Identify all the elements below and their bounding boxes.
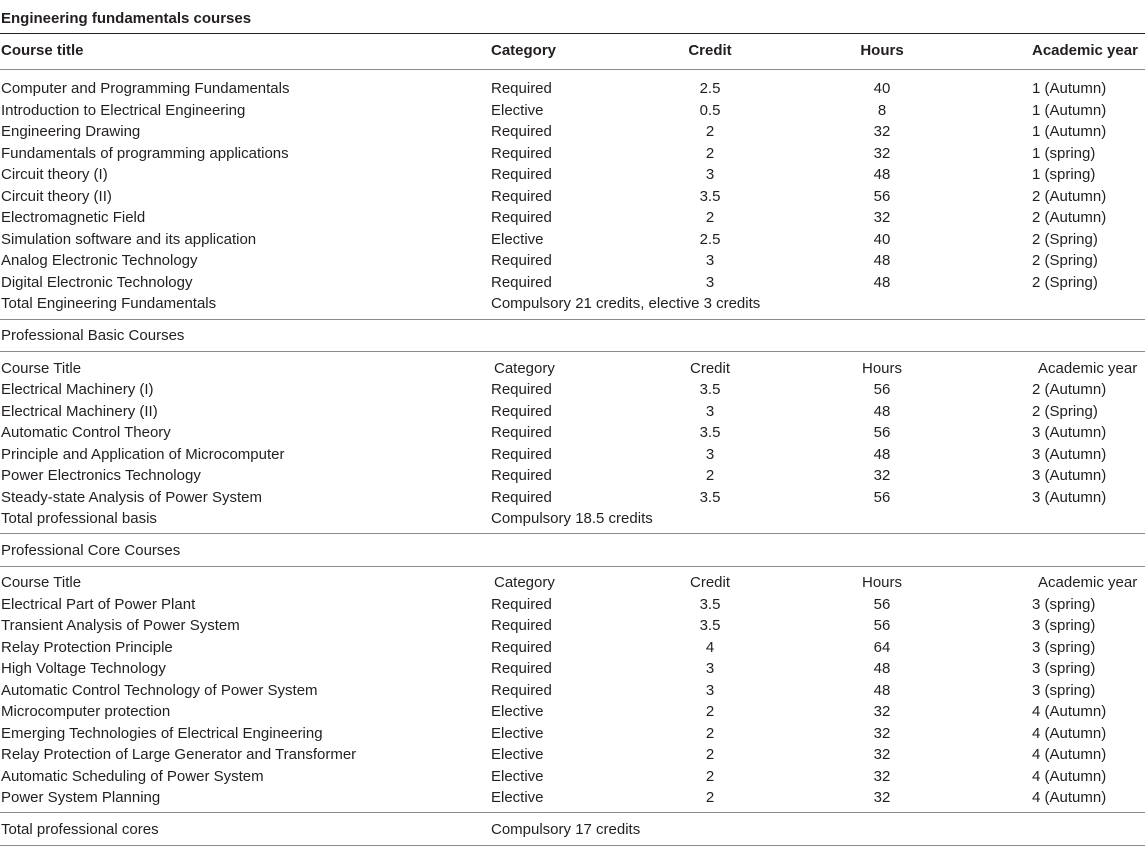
category-cell: Required	[491, 381, 552, 398]
hours-cell: 56	[873, 381, 891, 398]
core-header-category: Category	[494, 574, 555, 591]
course-title-cell: Engineering Drawing	[1, 123, 141, 140]
course-title-cell: Circuit theory (II)	[1, 187, 112, 205]
academic-year-cell: 3 (Autumn)	[1032, 488, 1107, 506]
academic-year-cell: 3 (spring)	[1032, 595, 1096, 613]
academic-year-cell: 1 (spring)	[1032, 144, 1096, 162]
course-title-cell: Fundamentals of programming applications	[1, 144, 289, 162]
table-row	[0, 701, 1145, 722]
course-title-cell: Analog Electronic Technology	[1, 252, 198, 269]
credit-cell: 3.5	[699, 381, 721, 398]
hours-cell: 32	[873, 789, 891, 806]
academic-year-cell: 3 (Autumn)	[1032, 445, 1107, 463]
hours-cell: 32	[873, 703, 891, 720]
credit-cell: 0.5	[699, 101, 721, 119]
table-row	[0, 78, 1145, 99]
basic-total-row	[0, 508, 1145, 529]
course-title-cell: Steady-state Analysis of Power System	[1, 488, 262, 506]
hours-cell: 32	[873, 144, 891, 162]
course-title-cell: Principle and Application of Microcomputer	[1, 445, 285, 463]
category-cell: Elective	[491, 703, 544, 720]
table-row	[0, 680, 1145, 701]
table-row	[0, 487, 1145, 508]
core-header-hours: Hours	[861, 574, 903, 591]
hours-cell: 48	[873, 402, 891, 420]
academic-year-cell: 2 (Spring)	[1032, 402, 1098, 420]
category-cell: Required	[491, 273, 552, 291]
course-title-cell: Power System Planning	[1, 789, 161, 806]
table-row	[0, 744, 1145, 765]
course-title-cell: Introduction to Electrical Engineering	[1, 101, 246, 119]
course-title-cell: Power Electronics Technology	[1, 467, 201, 484]
category-cell: Required	[491, 617, 552, 634]
header-rule	[0, 69, 1145, 70]
category-cell: Required	[491, 209, 552, 226]
hours-cell: 32	[873, 123, 891, 140]
category-cell: Required	[491, 467, 552, 484]
category-cell: Required	[491, 80, 552, 97]
table-row	[0, 594, 1145, 615]
table-row	[0, 143, 1145, 164]
table-row	[0, 401, 1145, 422]
credit-cell: 4	[705, 638, 715, 656]
core-total-row	[0, 819, 1145, 840]
academic-year-cell: 3 (spring)	[1032, 681, 1096, 699]
table-caption: Engineering fundamentals courses	[1, 10, 252, 27]
category-cell: Required	[491, 144, 552, 162]
credit-cell: 2	[705, 703, 715, 720]
hours-cell: 32	[873, 209, 891, 226]
table-row	[0, 100, 1145, 121]
hours-cell: 48	[873, 252, 891, 269]
academic-year-cell: 3 (spring)	[1032, 660, 1096, 677]
table-row	[0, 465, 1145, 486]
core-rows-rule	[0, 812, 1145, 813]
basic-section-title: Professional Basic Courses	[1, 327, 185, 344]
academic-year-cell: 2 (Spring)	[1032, 252, 1098, 269]
credit-cell: 3.5	[699, 595, 721, 613]
category-cell: Required	[491, 424, 552, 441]
hours-cell: 48	[873, 681, 891, 699]
credit-cell: 3.5	[699, 187, 721, 205]
category-cell: Required	[491, 488, 552, 506]
credit-cell: 3	[705, 681, 715, 699]
category-cell: Elective	[491, 789, 544, 806]
category-cell: Required	[491, 595, 552, 613]
academic-year-cell: 3 (Autumn)	[1032, 424, 1107, 441]
hours-cell: 56	[873, 187, 891, 205]
category-cell: Required	[491, 660, 552, 677]
basic-subheader	[0, 358, 1145, 379]
category-cell: Required	[491, 445, 552, 463]
header-category: Category	[491, 42, 557, 59]
credit-cell: 3	[705, 660, 715, 677]
basic-header-academic-year: Academic year	[1038, 360, 1138, 377]
hours-cell: 64	[873, 638, 891, 656]
academic-year-cell: 2 (Spring)	[1032, 273, 1098, 291]
table-row	[0, 164, 1145, 185]
hours-cell: 48	[873, 166, 891, 183]
header-academic-year: Academic year	[1032, 42, 1138, 59]
academic-year-cell: 3 (spring)	[1032, 638, 1096, 656]
core-section-rule	[0, 566, 1145, 567]
credit-cell: 3	[705, 402, 715, 420]
course-title-cell: Electrical Machinery (I)	[1, 381, 154, 398]
core-total-label: Total professional cores	[1, 821, 159, 838]
table-row	[0, 379, 1145, 400]
table-row	[0, 121, 1145, 142]
table-row	[0, 444, 1145, 465]
basic-header-category: Category	[494, 360, 555, 377]
header-credit: Credit	[688, 42, 732, 59]
credit-cell: 3	[705, 445, 715, 463]
academic-year-cell: 1 (spring)	[1032, 166, 1096, 183]
core-total-value: Compulsory 17 credits	[491, 821, 641, 838]
basic-header-course-title: Course Title	[1, 360, 82, 377]
category-cell: Elective	[491, 746, 544, 763]
credit-cell: 3	[705, 166, 715, 183]
academic-year-cell: 1 (Autumn)	[1032, 101, 1107, 119]
engineering-total-rule	[0, 319, 1145, 320]
core-header-credit: Credit	[689, 574, 731, 591]
credit-cell: 2	[705, 746, 715, 763]
hours-cell: 32	[873, 724, 891, 742]
course-title-cell: Transient Analysis of Power System	[1, 617, 240, 634]
credit-cell: 2	[705, 467, 715, 484]
engineering-total-label: Total Engineering Fundamentals	[1, 295, 217, 312]
basic-header-hours: Hours	[861, 360, 903, 377]
core-section-title: Professional Core Courses	[1, 542, 181, 559]
table-row	[0, 723, 1145, 744]
hours-cell: 32	[873, 467, 891, 484]
basic-total-value: Compulsory 18.5 credits	[491, 510, 653, 527]
category-cell: Required	[491, 681, 552, 699]
bottom-rule	[0, 845, 1145, 846]
category-cell: Required	[491, 187, 552, 205]
hours-cell: 48	[873, 273, 891, 291]
academic-year-cell: 3 (Autumn)	[1032, 467, 1107, 484]
course-title-cell: Electrical Machinery (II)	[1, 402, 158, 420]
hours-cell: 32	[873, 767, 891, 785]
course-title-cell: Automatic Control Technology of Power System	[1, 681, 318, 699]
academic-year-cell: 1 (Autumn)	[1032, 123, 1107, 140]
table-row	[0, 272, 1145, 293]
credit-cell: 2	[705, 724, 715, 742]
credit-cell: 3	[705, 273, 715, 291]
table-row	[0, 186, 1145, 207]
hours-cell: 8	[877, 101, 887, 119]
course-title-cell: Relay Protection Principle	[1, 638, 173, 656]
table-row	[0, 658, 1145, 679]
credit-cell: 3.5	[699, 424, 721, 441]
academic-year-cell: 2 (Spring)	[1032, 230, 1098, 248]
academic-year-cell: 2 (Autumn)	[1032, 209, 1107, 226]
course-title-cell: Relay Protection of Large Generator and Transformer	[1, 746, 357, 763]
course-title-cell: Electromagnetic Field	[1, 209, 146, 226]
basic-total-rule	[0, 533, 1145, 534]
hours-cell: 40	[873, 80, 891, 97]
academic-year-cell: 4 (Autumn)	[1032, 724, 1107, 742]
category-cell: Required	[491, 166, 552, 183]
course-title-cell: Automatic Control Theory	[1, 424, 171, 441]
table-row	[0, 229, 1145, 250]
category-cell: Required	[491, 252, 552, 269]
table-row	[0, 637, 1145, 658]
hours-cell: 48	[873, 660, 891, 677]
engineering-total-row	[0, 293, 1145, 314]
credit-cell: 2	[705, 123, 715, 140]
academic-year-cell: 4 (Autumn)	[1032, 703, 1107, 720]
credit-cell: 3.5	[699, 488, 721, 506]
academic-year-cell: 4 (Autumn)	[1032, 767, 1107, 785]
basic-section-rule	[0, 351, 1145, 352]
table-header	[0, 40, 1145, 61]
credit-cell: 2	[705, 209, 715, 226]
course-title-cell: Microcomputer protection	[1, 703, 171, 720]
course-title-cell: Computer and Programming Fundamentals	[1, 80, 290, 97]
course-title-cell: Emerging Technologies of Electrical Engineering	[1, 724, 323, 742]
academic-year-cell: 2 (Autumn)	[1032, 381, 1107, 398]
category-cell: Required	[491, 402, 552, 420]
credit-cell: 2.5	[699, 230, 721, 248]
credit-cell: 3	[705, 252, 715, 269]
hours-cell: 56	[873, 617, 891, 634]
category-cell: Elective	[491, 724, 544, 742]
core-header-course-title: Course Title	[1, 574, 82, 591]
course-title-cell: Digital Electronic Technology	[1, 273, 193, 291]
hours-cell: 56	[873, 595, 891, 613]
category-cell: Required	[491, 638, 552, 656]
table-row	[0, 250, 1145, 271]
table-row	[0, 787, 1145, 808]
basic-total-label: Total professional basis	[1, 510, 157, 527]
academic-year-cell: 4 (Autumn)	[1032, 789, 1107, 806]
core-header-academic-year: Academic year	[1038, 574, 1138, 591]
course-title-cell: Simulation software and its application	[1, 230, 257, 248]
academic-year-cell: 3 (spring)	[1032, 617, 1096, 634]
academic-year-cell: 1 (Autumn)	[1032, 80, 1107, 97]
hours-cell: 56	[873, 424, 891, 441]
top-rule	[0, 33, 1145, 34]
category-cell: Elective	[491, 230, 544, 248]
academic-year-cell: 4 (Autumn)	[1032, 746, 1107, 763]
hours-cell: 56	[873, 488, 891, 506]
table-row	[0, 615, 1145, 636]
header-course-title: Course title	[1, 42, 84, 59]
hours-cell: 48	[873, 445, 891, 463]
course-title-cell: Electrical Part of Power Plant	[1, 595, 196, 613]
academic-year-cell: 2 (Autumn)	[1032, 187, 1107, 205]
header-hours: Hours	[860, 42, 904, 59]
credit-cell: 2	[705, 789, 715, 806]
core-subheader	[0, 572, 1145, 593]
credit-cell: 2.5	[699, 80, 721, 97]
course-title-cell: High Voltage Technology	[1, 660, 166, 677]
credit-cell: 2	[705, 144, 715, 162]
category-cell: Elective	[491, 767, 544, 785]
table-row	[0, 422, 1145, 443]
hours-cell: 40	[873, 230, 891, 248]
category-cell: Required	[491, 123, 552, 140]
engineering-total-value: Compulsory 21 credits, elective 3 credits	[491, 295, 761, 312]
table-row	[0, 207, 1145, 228]
course-title-cell: Automatic Scheduling of Power System	[1, 767, 264, 785]
table-row	[0, 766, 1145, 787]
credit-cell: 2	[705, 767, 715, 785]
course-title-cell: Circuit theory (I)	[1, 166, 108, 183]
hours-cell: 32	[873, 746, 891, 763]
basic-header-credit: Credit	[689, 360, 731, 377]
credit-cell: 3.5	[699, 617, 721, 634]
category-cell: Elective	[491, 101, 544, 119]
